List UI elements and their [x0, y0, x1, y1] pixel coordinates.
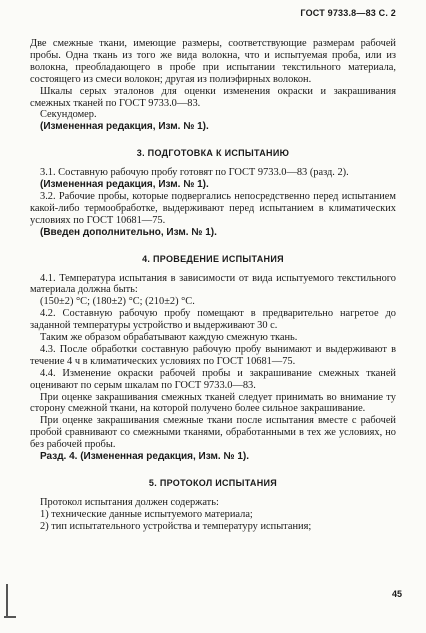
- paragraph: 4.1. Температура испытания в зависимости от вида испытуемого текстильного материала должна быть:: [30, 272, 396, 296]
- paragraph: (150±2) °С; (180±2) °С; (210±2) °С.: [40, 296, 195, 308]
- paragraph: 4.2. Составную рабочую пробу помещают в предварительно нагретое до заданной температуры устройство и выдерживают 30 с.: [30, 308, 396, 332]
- amendment-note: (Измененная редакция, Изм. № 1).: [40, 121, 209, 133]
- paragraph: Таким же образом обрабатывают каждую смежную ткань.: [40, 332, 298, 344]
- paragraph: При оценке закрашивания смежные ткани после испытания вместе с рабочей пробой сравнивают со смежными тканями, обработанными в тех же условиях, но без рабочей пробы.: [30, 415, 396, 451]
- paragraph: 1) технические данные испытуемого материала;: [40, 508, 253, 520]
- paragraph: Протокол испытания должен содержать:: [40, 496, 219, 508]
- section-heading: 5. ПРОТОКОЛ ИСПЫТАНИЯ: [148, 478, 278, 488]
- paragraph: Две смежные ткани, имеющие размеры, соответствующие размерам рабочей пробы. Одна ткань из того же вида волокна, что и испытуемая проба, или из волокна, преобладающего в пробе при испытании текстильного материала, состоящего из смеси волокон; другая из полиэфирных волокон.: [30, 38, 396, 85]
- paragraph: 4.3. После обработки составную рабочую пробу вынимают и выдерживают в течение 4 ч в климатических условиях по ГОСТ 10681—75.: [30, 343, 396, 367]
- section-heading: 4. ПРОВЕДЕНИЕ ИСПЫТАНИЯ: [142, 253, 284, 264]
- document-header-code: ГОСТ 9733.8—83 С. 2: [300, 8, 396, 18]
- section-heading: 3. ПОДГОТОВКА К ИСПЫТАНИЮ: [136, 148, 290, 159]
- amendment-note: (Измененная редакция, Изм. № 1).: [40, 179, 209, 191]
- amendment-note: (Введен дополнительно, Изм. № 1).: [40, 226, 217, 238]
- margin-line-mark: [6, 584, 8, 618]
- paragraph: При оценке закрашивания смежных тканей следует принимать во внимание ту сторону смежной ткани, на которой получено более сильное закрашивание.: [30, 391, 396, 415]
- paragraph: Секундомер.: [40, 109, 97, 121]
- page-number: 45: [391, 589, 402, 599]
- paragraph: 4.4. Изменение окраски рабочей пробы и закрашивание смежных тканей оценивают по серым шкалам по ГОСТ 9733.0—83.: [30, 367, 396, 391]
- margin-line-mark-foot: [4, 616, 16, 618]
- paragraph: 3.1. Составную рабочую пробу готовят по ГОСТ 9733.0—83 (разд. 2).: [40, 167, 349, 179]
- amendment-note: Разд. 4. (Измененная редакция, Изм. № 1).: [40, 451, 249, 463]
- paragraph: Шкалы серых эталонов для оценки изменения окраски и закрашивания смежных тканей по ГОСТ 9733.0—83.: [30, 85, 396, 109]
- paragraph: 2) тип испытательного устройства и температуру испытания;: [40, 520, 312, 532]
- paragraph: 3.2. Рабочие пробы, которые подвергались непосредственно перед испытанием какой-либо термообработке, выдерживают перед испытанием в климатических условиях по ГОСТ 10681—75.: [30, 190, 396, 226]
- document-body: [30, 38, 396, 533]
